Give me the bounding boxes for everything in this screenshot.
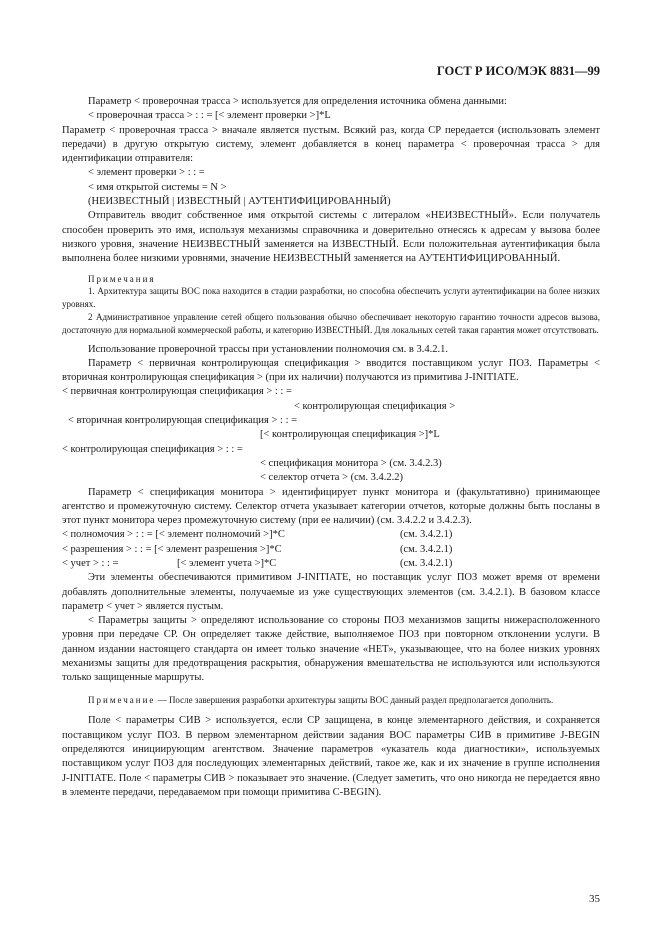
grammar-line: < проверочная трасса > : : = [< элемент проверки >]*L xyxy=(88,110,331,122)
grammar-line: [< контролирующая спецификация >]*L xyxy=(260,429,440,441)
document-page xyxy=(62,0,600,936)
grammar-line: (НЕИЗВЕСТНЫЙ | ИЗВЕСТНЫЙ | АУТЕНТИФИЦИРОВАННЫЙ) xyxy=(88,196,391,208)
grammar-ref: (см. 3.4.2.1) xyxy=(400,558,453,569)
paragraph: Отправитель вводит собственное имя открытой системы с литералом «НЕИЗВЕСТНЫЙ». Если получатель способен проверить это имя, используя механизмы справочника и доверительно отнесясь к адресам у вызова более низкого уровня, значение НЕИЗВЕСТНЫЙ заменяется на ИЗВЕСТНЫЙ. Если положительная аутентификация была выполнена более низкими уровнями, значение НЕИЗВЕСТНЫЙ заменяется на АУТЕНТИФИЦИРОВАННЫЙ. xyxy=(62,210,600,265)
grammar-row xyxy=(62,528,600,542)
grammar-row xyxy=(62,543,600,557)
note-text: — После завершения разработки архитектуры защиты ВОС данный раздел предполагается дополнить. xyxy=(155,694,554,705)
paragraph: Параметр < первичная контролирующая спецификация > вводится поставщиком услуг ПОЗ. Параметры < вторичная контролирующая спецификация > (при их наличии) получаются из примитива J-INITIATE. xyxy=(62,357,600,384)
paragraph: Параметр < проверочная трасса > вначале является пустым. Всякий раз, когда СР передается (использовать элемент передачи) в другую открытую систему, элемент добавляется в конец параметра < проверочная трасса > для идентификации отправителя: xyxy=(62,124,600,165)
grammar-def: < разрешения > : : = [< элемент разрешения >]*С xyxy=(62,543,282,555)
note-title: Примечание xyxy=(88,694,156,705)
note: 1. Архитектура защиты ВОС пока находится в стадии разработки, но способна обеспечить услуги аутентификации на более низких уровнях. xyxy=(62,286,600,310)
document-header: ГОСТ Р ИСО/МЭК 8831—99 xyxy=(436,64,600,78)
grammar-def: < полномочия > : : = [< элемент полномочий >]*С xyxy=(62,529,285,541)
paragraph: Параметр < проверочная трасса > используется для определения источника обмена данными: xyxy=(88,96,507,107)
grammar-line: < селектор отчета > (см. 3.4.2.2) xyxy=(260,472,404,484)
page-number: 35 xyxy=(589,893,600,905)
paragraph: Эти элементы обеспечиваются примитивом J-INITIATE, но поставщик услуг ПОЗ может время от времени добавлять дополнительные элементы, получаемые из уже существующих элементов (см. 3.4.2.1). В базовом классе параметр < учет > является пустым. xyxy=(62,572,600,612)
grammar-line: < контролирующая спецификация > xyxy=(294,400,456,412)
notes-title: Примечания xyxy=(88,273,156,284)
document-body xyxy=(62,95,600,800)
grammar-line: < спецификация монитора > (см. 3.4.2.3) xyxy=(260,457,442,469)
paragraph: Поле < параметры СИВ > используется, если СР защищена, в конце элементарного действия, и сохраняется поставщиком услуг ПОЗ. В первом элементарном действии задания ВОС параметры СИВ в примитиве J-BEGIN определяются инициирующим агентством. Значение параметров «указатель кода диагностики», используемых поставщиком услуг ПОЗ для последующих элементарных действий, такое же, как и их значение в группе исполнения J-INITIATE. Поле < параметры СИВ > показывает это значение. (Следует заметить, что оно никогда не передается явно в элементе передачи, передаваемом при помощи примитива C-BEGIN). xyxy=(62,715,600,798)
grammar-ref: (см. 3.4.2.1) xyxy=(400,543,453,555)
grammar-line: < элемент проверки > : : = xyxy=(88,167,205,179)
grammar-line: < контролирующая спецификация > : : = xyxy=(62,443,243,455)
grammar-row xyxy=(62,557,600,571)
grammar-line: < первичная контролирующая спецификация > : : = xyxy=(62,386,292,398)
grammar-def: < учет > : : = xyxy=(62,558,119,569)
grammar-line: < вторичная контролирующая спецификация > : : = xyxy=(68,415,298,427)
note xyxy=(62,694,600,707)
grammar-line: < имя открытой системы = N > xyxy=(88,181,227,193)
paragraph: Использование проверочной трассы при установлении полномочия см. в 3.4.2.1. xyxy=(88,343,448,355)
grammar-ref: (см. 3.4.2.1) xyxy=(400,529,453,541)
grammar-def: [< элемент учета >]*С xyxy=(177,558,277,569)
note: 2 Административное управление сетей общего пользования обычно обеспечивает некоторую гарантию точности адресов вызова, достаточную для нормальной коммерческой работы, и категорию ИЗВЕСТНЫЙ. Для локальных сетей такая гарантия может отсутствовать. xyxy=(62,311,600,335)
paragraph: Параметр < спецификация монитора > идентифицирует пункт монитора и (факультативно) принимающее агентство и промежуточную систему. Селектор отчета указывает категории отчетов, которые должны быть посланы в этот пункт монитора через промежуточную систему (при ее наличии) (см. 3.4.2.2 и 3.4.2.3). xyxy=(62,486,600,527)
paragraph: < Параметры защиты > определяют использование со стороны ПОЗ механизмов защиты нижерасположенного уровня при передаче СР. Он определяет также действие, выполняемое ПОЗ при повторном отклонении услуги. В данном издании настоящего стандарта он имеет только значение «НЕТ», указывающее, что на более низких уровнях механизмы защиты для предотвращения раскрытия, обнаружения вмешательства не используются или используются только защищенные маршруты. xyxy=(62,615,600,684)
